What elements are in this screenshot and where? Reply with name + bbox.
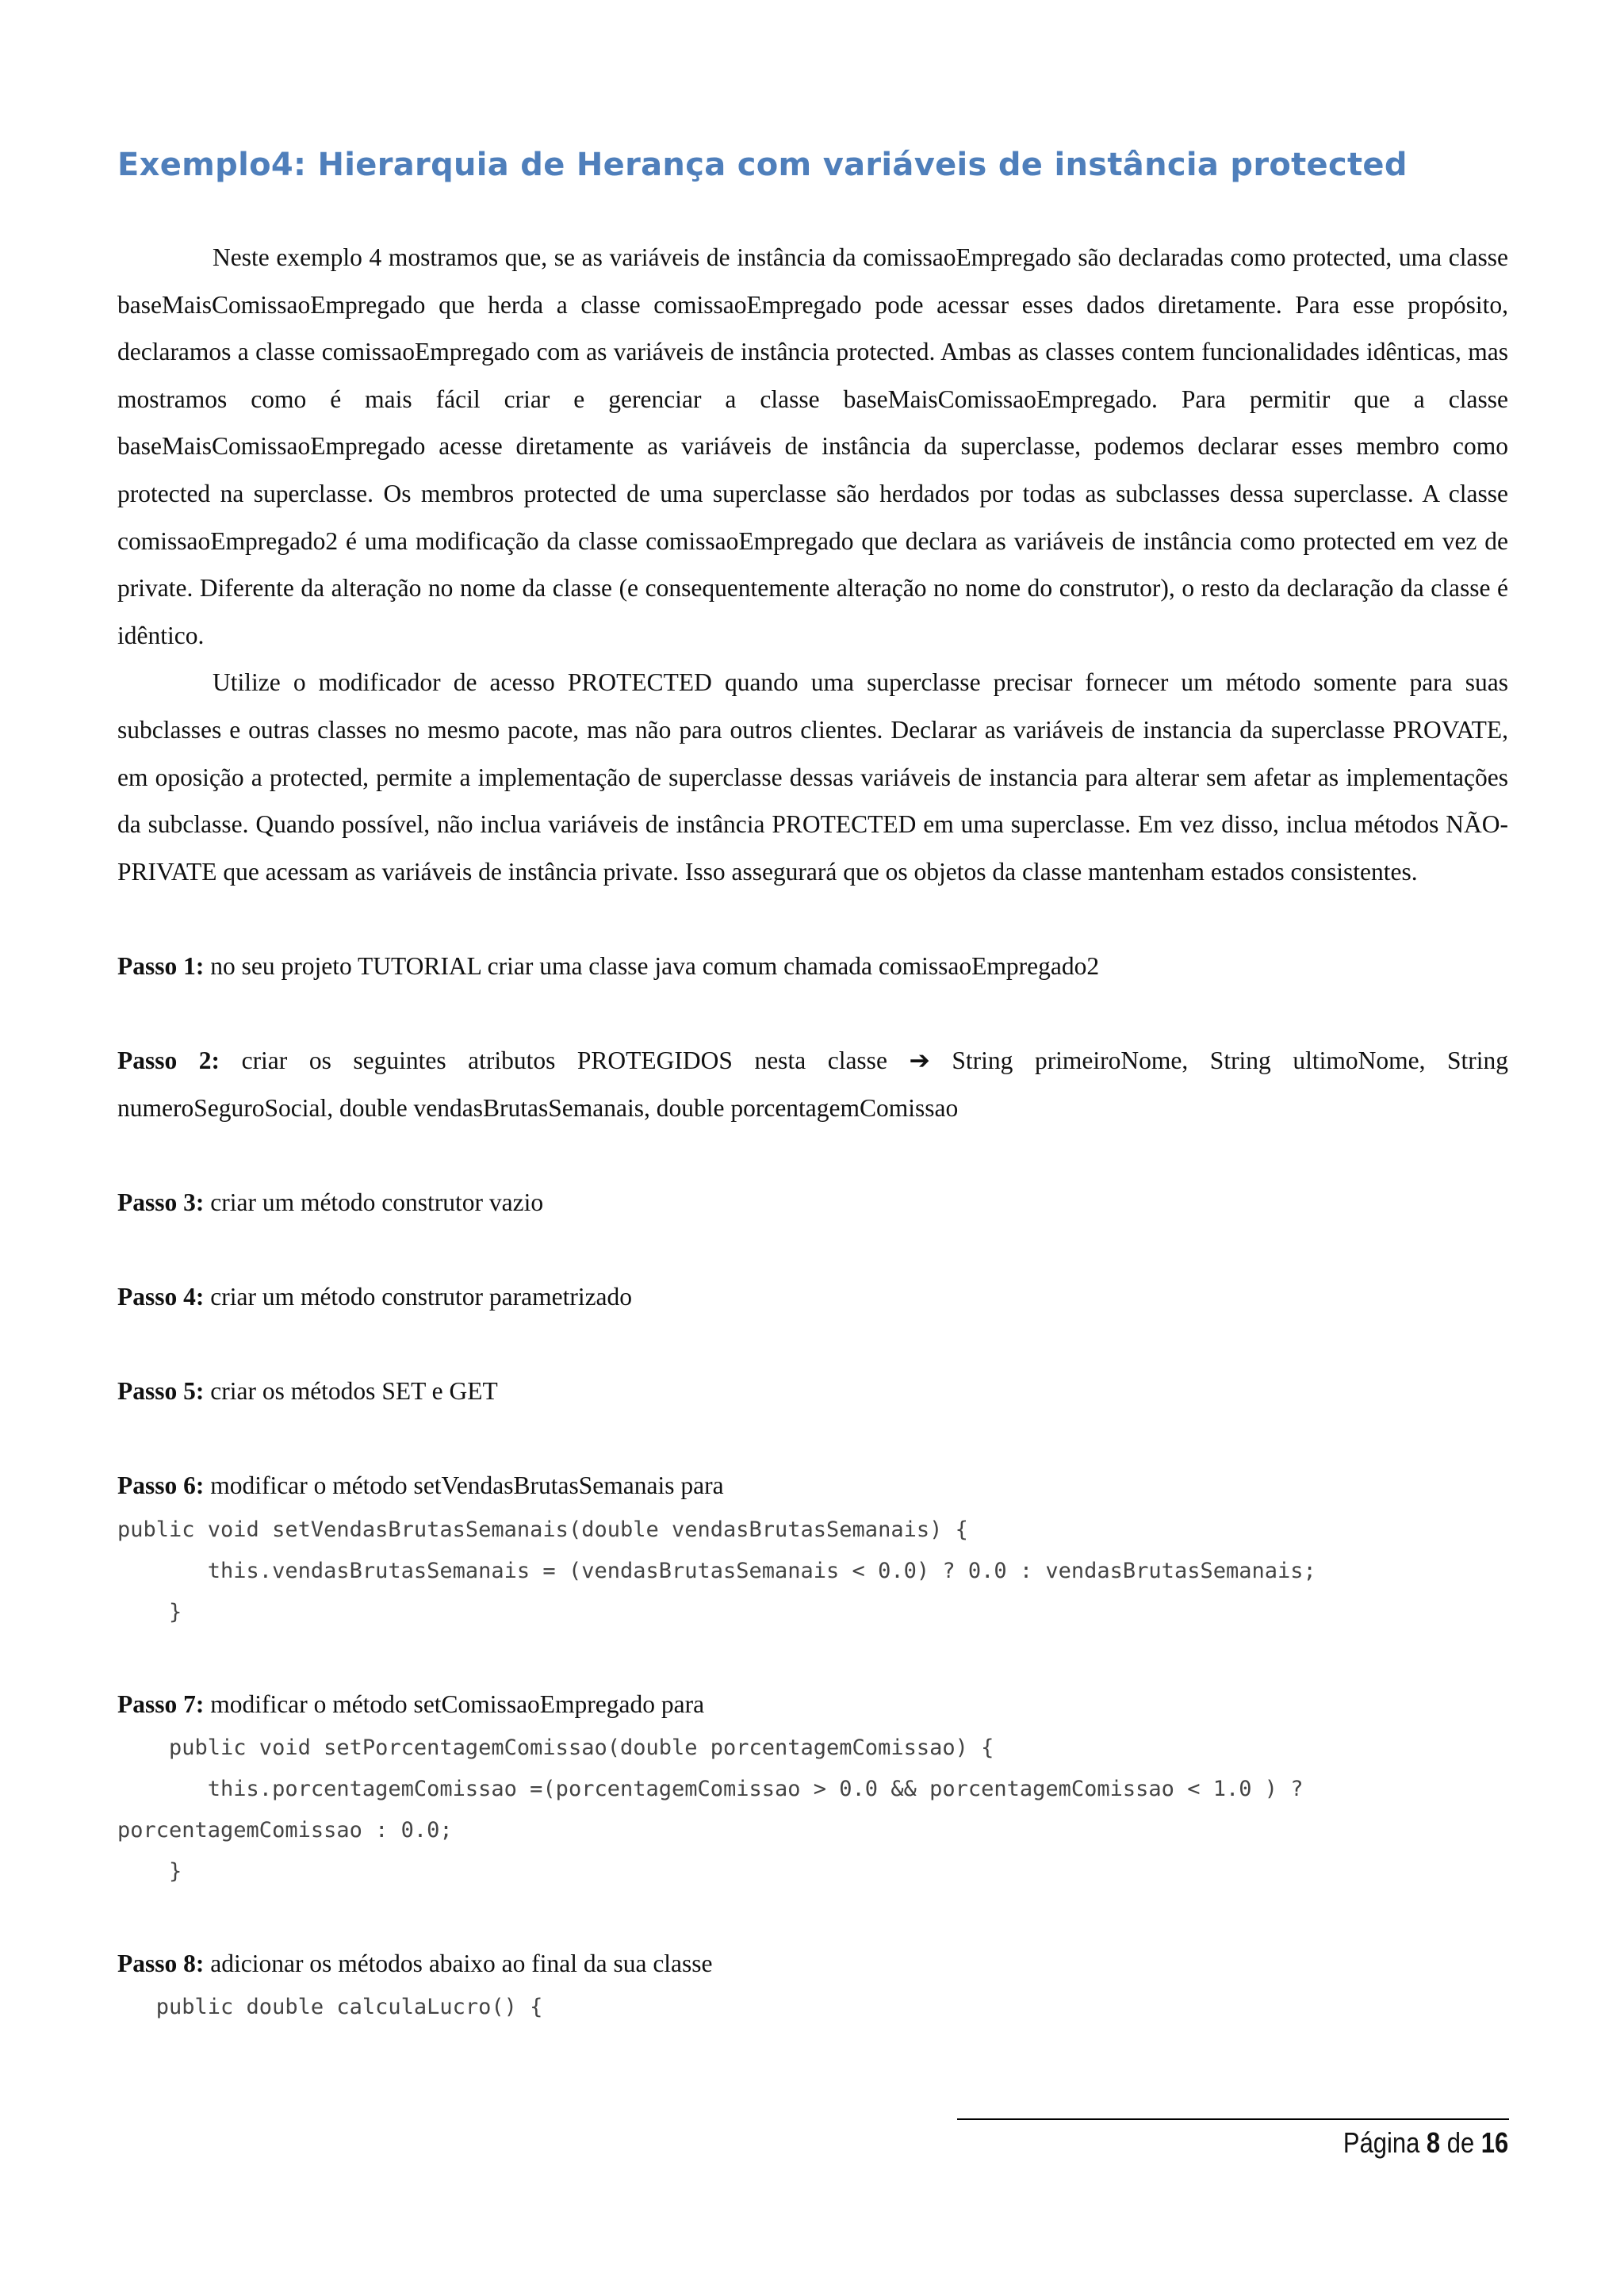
step-label: Passo 1: [117, 951, 205, 980]
step-label: Passo 8: [117, 1949, 205, 1977]
code-line: } [117, 1600, 182, 1625]
step-label: Passo 4: [117, 1283, 205, 1311]
intro-paragraph: Neste exemplo 4 mostramos que, se as variáveis de instância da comissaoEmpregado são declaradas como protected, uma classe baseMaisComissaoEmpregado que herda a classe comissaoEmpregado pode acessar esses dados diretamente. Para esse propósito, declaramos a classe comissaoEmpregado com as variáveis de instância protected. Ambas as classes contem funcionalidades idênticas, mas mostramos como é mais fácil criar e gerenciar a classe baseMaisComissaoEmpregado. Para permitir que a classe baseMaisComissaoEmpregado acesse diretamente as variáveis de instância da superclasse, podemos declarar esses membro como protected na superclasse. Os membros protected de uma superclasse são herdados por todas as subclasses dessa superclasse. A classe comissaoEmpregado2 é uma modificação da classe comissaoEmpregado que declara as variáveis de instância como protected em vez de private. Diferente da alteração no nome da classe (e consequentemente alteração no nome do construtor), o resto da declaração da classe é idêntico. [117, 243, 1508, 649]
step-label: Passo 2: [117, 1047, 220, 1075]
step-2 [117, 1037, 1508, 1131]
page-number [1343, 2126, 1508, 2160]
document-page [117, 119, 1508, 2028]
step-1 [117, 943, 1508, 990]
code-line: this.vendasBrutasSemanais = (vendasBrutasSemanais < 0.0) ? 0.0 : vendasBrutasSemanais; [117, 1559, 1316, 1584]
code-line: this.porcentagemComissao =(porcentagemComissao > 0.0 && porcentagemComissao < 1.0 ) ? [117, 1777, 1304, 1802]
current-page: 8 [1426, 2126, 1440, 2159]
step-text: criar os seguintes atributos PROTEGIDOS nesta classe ➔ String primeiroNome, String ultimoNome, String numeroSeguroSocial, double vendasBrutasSemanais, double porcentagemComissao [117, 1047, 1509, 1122]
step-6 [117, 1462, 1508, 1510]
step-text: modificar o método setComissaoEmpregado para [204, 1689, 705, 1718]
code-line: } [117, 1859, 182, 1885]
section-heading: Exemplo4: Hierarquia de Herança com variáveis de instância protected [117, 147, 1408, 183]
code-line: public double calculaLucro() { [117, 1995, 543, 2020]
step-4 [117, 1273, 1508, 1321]
step-label: Passo 3: [117, 1188, 205, 1216]
step-7 [117, 1681, 1508, 1728]
step-text: modificar o método setVendasBrutasSemanais para [204, 1471, 724, 1500]
step-text: criar os métodos SET e GET [204, 1377, 498, 1406]
step-text: no seu projeto TUTORIAL criar uma classe java comum chamada comissaoEmpregado2 [204, 951, 1100, 980]
step-8 [117, 1940, 1508, 1988]
spacer [117, 990, 1508, 1038]
step-text: criar um método construtor parametrizado [204, 1283, 633, 1311]
step-text: criar um método construtor vazio [204, 1188, 544, 1216]
step-3 [117, 1179, 1508, 1226]
page-label: Página [1342, 2126, 1427, 2159]
spacer [117, 895, 1508, 943]
spacer [117, 1321, 1508, 1368]
step-label: Passo 6: [117, 1471, 205, 1500]
total-pages: 16 [1480, 2126, 1508, 2159]
spacer [117, 1892, 1508, 1940]
step-text: adicionar os métodos abaixo ao final da sua classe [204, 1949, 713, 1977]
spacer [117, 1131, 1508, 1179]
code-line: public void setPorcentagemComissao(double porcentagemComissao) { [117, 1735, 994, 1761]
step-label: Passo 5: [117, 1377, 205, 1406]
step-label: Passo 7: [117, 1689, 205, 1718]
step-5 [117, 1368, 1508, 1415]
code-line: porcentagemComissao : 0.0; [117, 1818, 453, 1843]
page-separator: de [1439, 2126, 1481, 2159]
spacer [117, 1415, 1508, 1463]
spacer [117, 1633, 1508, 1681]
footer-divider [957, 2118, 1509, 2120]
protected-advice-paragraph: Utilize o modificador de acesso PROTECTED quando uma superclasse precisar fornecer um método somente para suas subclasses e outras classes no mesmo pacote, mas não para outros clientes. Declarar as variáveis de instancia da superclasse PROVATE, em oposição a protected, permite a implementação de superclasse dessas variáveis de instancia para alterar sem afetar as implementações da subclasse. Quando possível, não inclua variáveis de instância PROTECTED em uma superclasse. Em vez disso, inclua métodos NÃO-PRIVATE que acessam as variáveis de instância private. Isso assegurará que os objetos da classe mantenham estados consistentes. [117, 668, 1508, 886]
spacer [117, 1226, 1508, 1273]
code-line: public void setVendasBrutasSemanais(double vendasBrutasSemanais) { [117, 1517, 968, 1543]
